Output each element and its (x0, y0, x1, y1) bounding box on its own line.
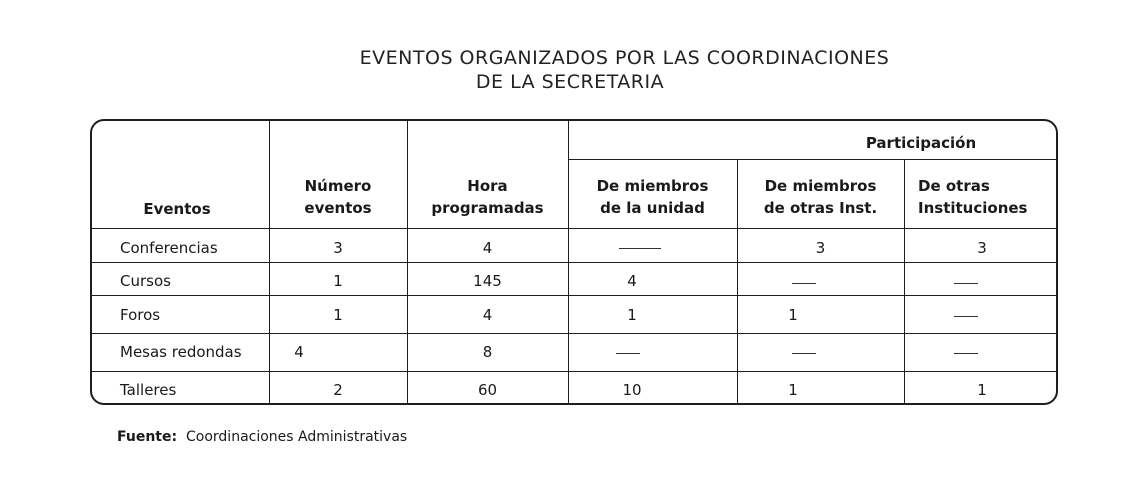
column-divider (568, 121, 569, 405)
empty-value-dash (792, 353, 816, 354)
header-numero-line-2: eventos (304, 199, 372, 217)
header-participacion: Participación (865, 134, 977, 152)
column-divider (269, 121, 270, 405)
event-count: 1 (333, 272, 343, 290)
event-hours: 4 (482, 239, 493, 257)
participants-institutions: 3 (977, 239, 987, 257)
participants-other-inst: 1 (788, 306, 798, 324)
header-miembros-unidad-line-2: de la unidad (600, 199, 705, 217)
header-miembros-otras-line-2: de otras Inst. (763, 199, 878, 217)
participants-unit: 4 (627, 272, 637, 290)
events-table (90, 119, 1058, 405)
header-divider (92, 228, 1058, 229)
row-divider (92, 371, 1058, 372)
header-miembros-unidad-line-1: De miembros (596, 177, 709, 195)
row-divider (92, 333, 1058, 334)
column-divider (407, 121, 408, 405)
participants-other-inst: 3 (815, 239, 826, 257)
event-count: 1 (333, 306, 343, 324)
header-miembros-otras-line-1: De miembros (764, 177, 877, 195)
event-count: 3 (333, 239, 343, 257)
event-hours: 145 (473, 272, 502, 290)
document-title-line-1: EVENTOS ORGANIZADOS POR LAS COORDINACIONES (359, 47, 890, 69)
participation-divider (568, 159, 1058, 160)
column-divider (904, 159, 905, 405)
participants-unit: 1 (627, 306, 637, 324)
participants-institutions: 1 (977, 381, 987, 399)
event-hours: 4 (482, 306, 493, 324)
header-hora-line-2: programadas (431, 199, 544, 217)
participants-other-inst: 1 (788, 381, 798, 399)
empty-value-dash (619, 248, 661, 249)
header-otras-inst-line-1: De otras (918, 177, 990, 195)
participants-unit: 10 (622, 381, 642, 399)
row-divider (92, 295, 1058, 296)
empty-value-dash (792, 283, 816, 284)
source-label: Fuente: (117, 429, 178, 445)
event-name: Talleres (120, 381, 177, 399)
header-hora-line-1: Hora (467, 177, 508, 195)
header-numero-line-1: Número (304, 177, 372, 195)
event-name: Foros (120, 306, 161, 324)
event-count: 4 (294, 343, 304, 361)
document-title-line-2: DE LA SECRETARIA (475, 71, 665, 93)
empty-value-dash (954, 353, 978, 354)
empty-value-dash (616, 353, 640, 354)
event-name: Mesas redondas (120, 343, 242, 361)
event-name: Cursos (120, 272, 171, 290)
header-otras-inst-line-2: Instituciones (918, 199, 1028, 217)
source-text: Coordinaciones Administrativas (186, 429, 408, 445)
source-note (117, 429, 407, 445)
empty-value-dash (954, 283, 978, 284)
header-eventos: Eventos (143, 200, 211, 218)
empty-value-dash (954, 316, 978, 317)
event-count: 2 (333, 381, 343, 399)
event-hours: 8 (482, 343, 493, 361)
row-divider (92, 262, 1058, 263)
event-hours: 60 (477, 381, 498, 399)
event-name: Conferencias (120, 239, 218, 257)
